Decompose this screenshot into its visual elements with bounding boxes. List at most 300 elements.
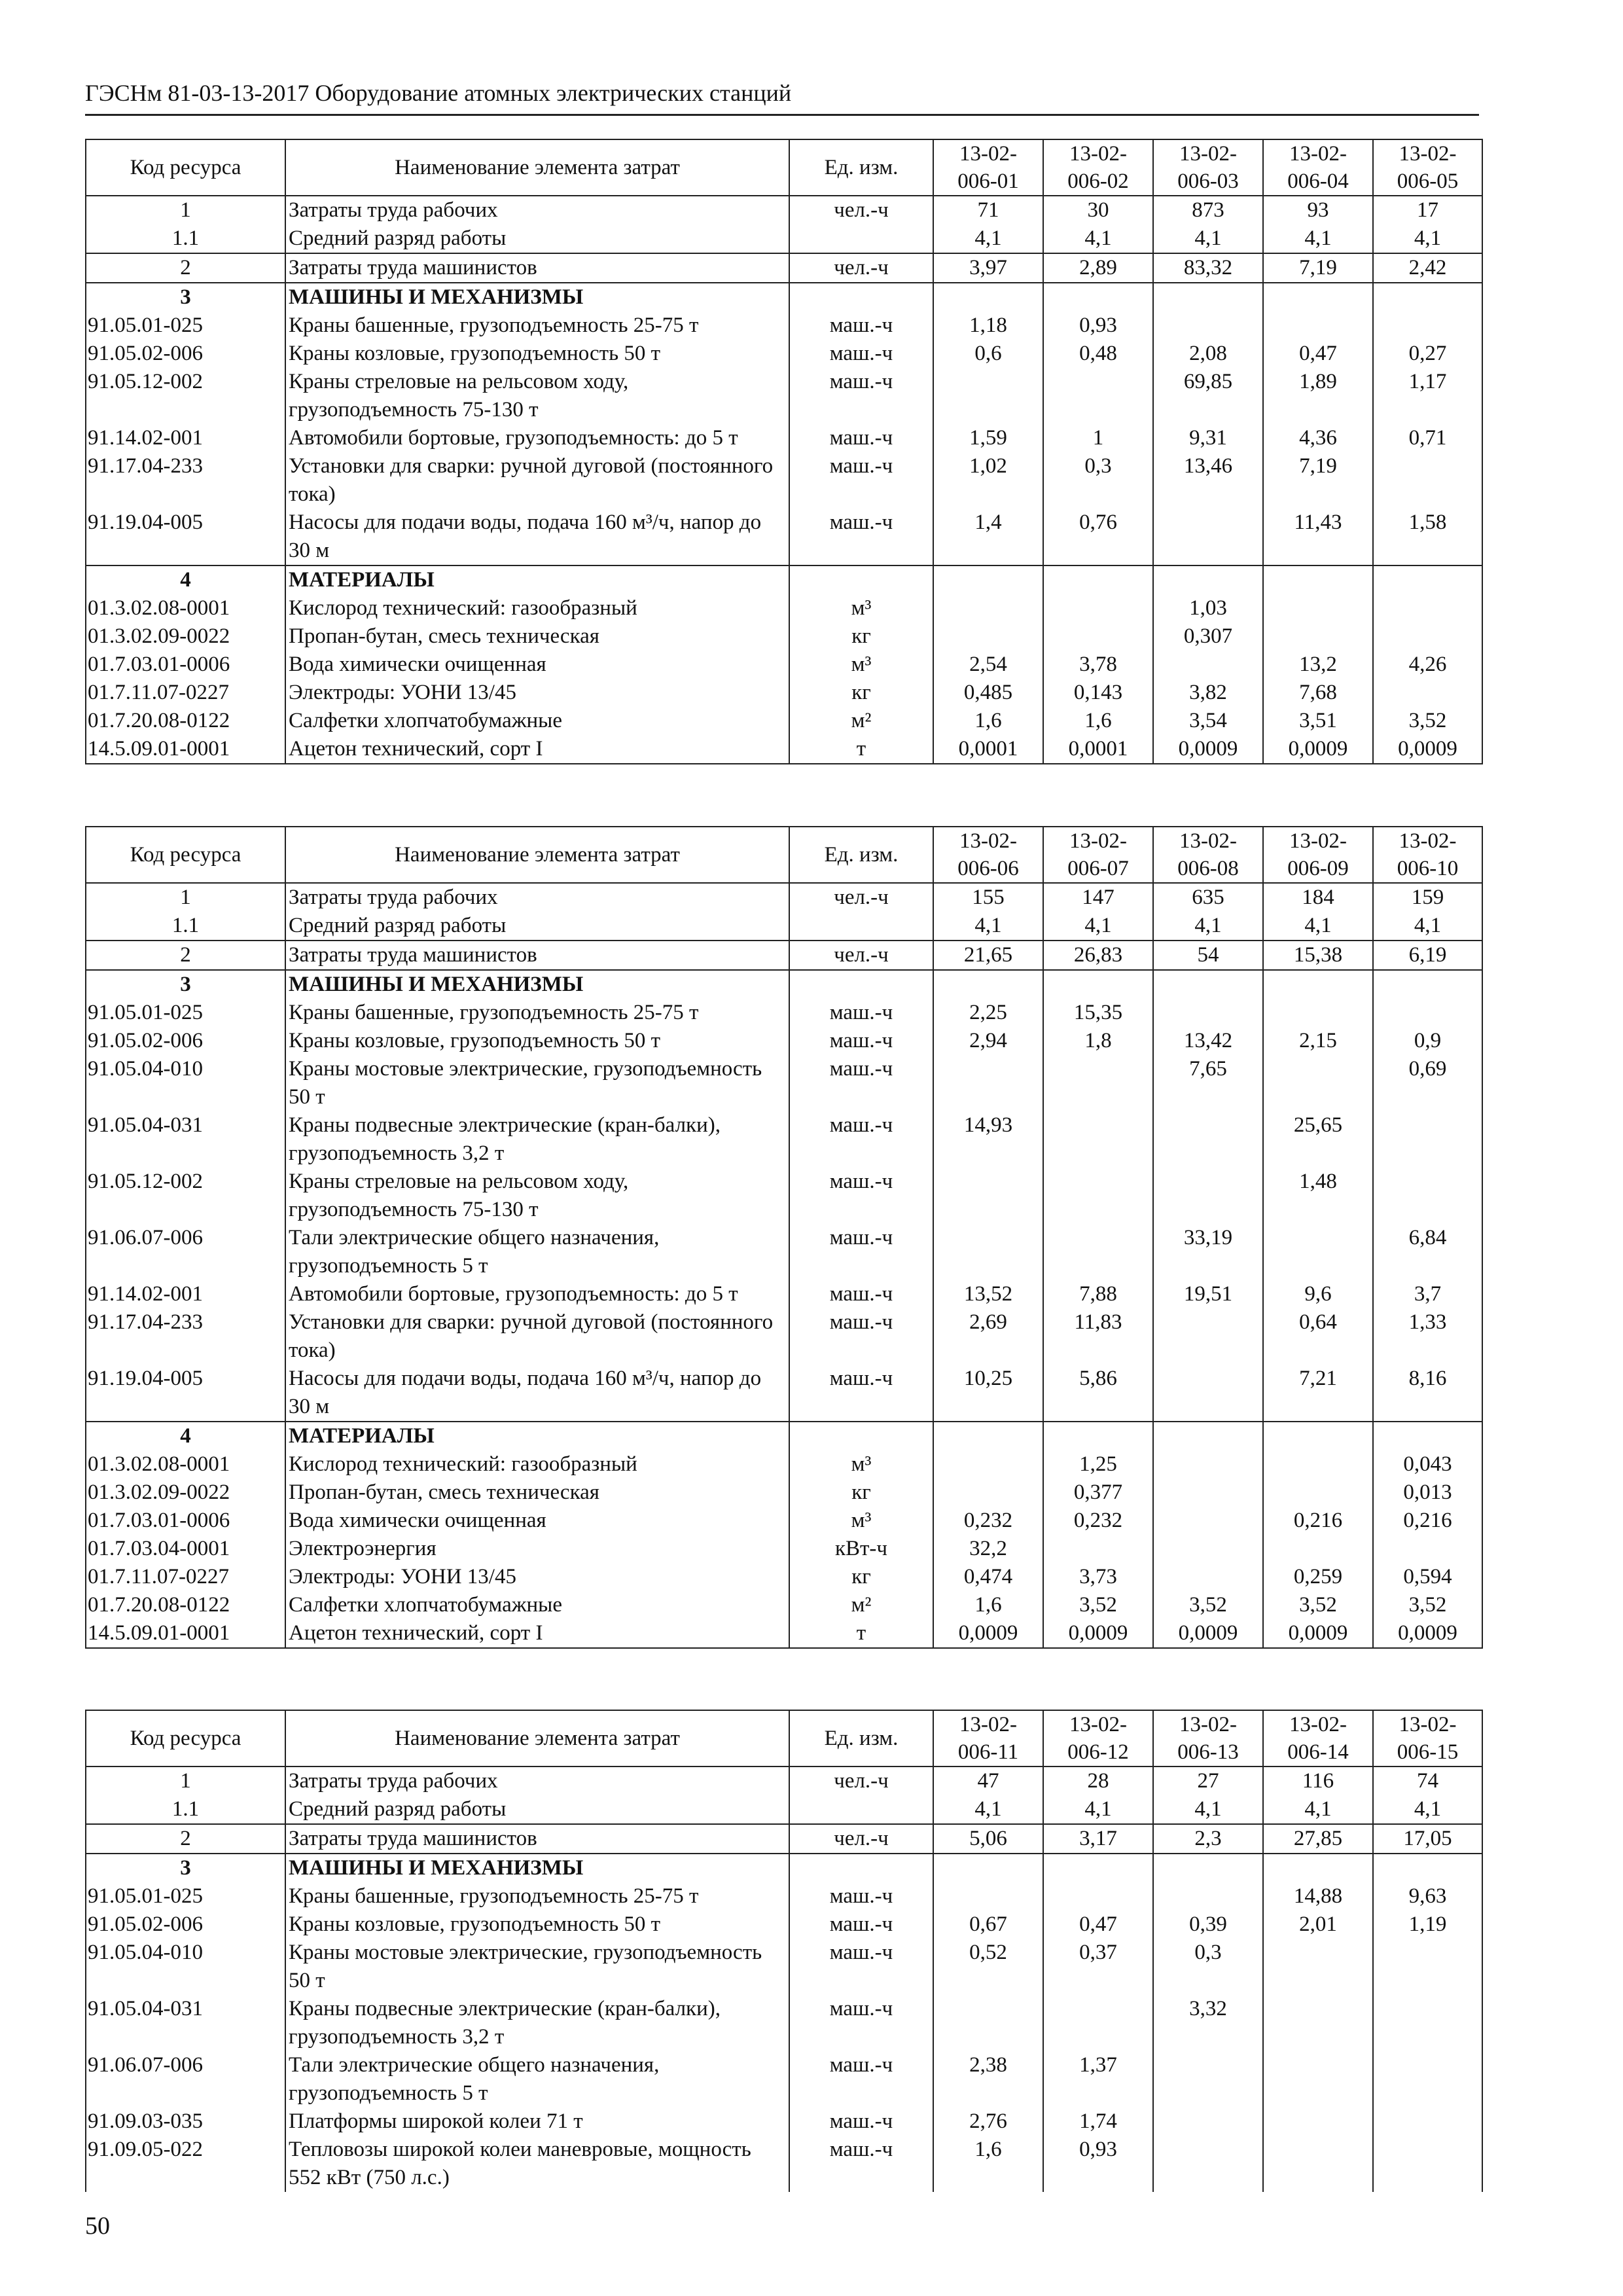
header-norm-code: 13-02- 006-12 [1043, 1710, 1153, 1767]
table-row [86, 1795, 1482, 1824]
norm-value [933, 1450, 1043, 1479]
norm-value [1373, 679, 1482, 707]
norm-value [1373, 283, 1482, 312]
norm-value: 0,307 [1153, 622, 1263, 651]
norm-value [933, 1422, 1043, 1450]
unit [789, 565, 933, 594]
unit: маш.-ч [789, 1939, 933, 1995]
cost-element-name: Тали электрические общего назначения, грузоподъемность 5 т [285, 1224, 789, 1280]
cost-element-name: Краны башенные, грузоподъемность 25-75 т [285, 312, 789, 340]
norm-value: 3,73 [1043, 1563, 1153, 1591]
norm-value: 7,68 [1263, 679, 1373, 707]
norm-value: 3,52 [1373, 707, 1482, 735]
norm-value [1373, 970, 1482, 999]
norm-value: 1,6 [933, 2136, 1043, 2192]
norm-value: 1,17 [1373, 368, 1482, 424]
unit: кг [789, 1563, 933, 1591]
norm-value: 3,17 [1043, 1824, 1153, 1854]
cost-element-name: Краны подвесные электрические (кран-балки), грузоподъемность 3,2 т [285, 1995, 789, 2051]
resource-code: 01.7.20.08-0122 [86, 707, 285, 735]
norm-value: 3,32 [1153, 1995, 1263, 2051]
cost-element-name: Краны козловые, грузоподъемность 50 т [285, 340, 789, 368]
table-row [86, 594, 1482, 622]
norm-value: 0,71 [1373, 424, 1482, 452]
norm-value [1043, 565, 1153, 594]
table-row [86, 1882, 1482, 1910]
table-row [86, 1365, 1482, 1422]
resource-code: 91.09.03-035 [86, 2108, 285, 2136]
resource-code: 1.1 [86, 1795, 285, 1824]
norm-value: 27,85 [1263, 1824, 1373, 1854]
norm-value: 155 [933, 883, 1043, 912]
table-row [86, 707, 1482, 735]
header-norm-code: 13-02- 006-07 [1043, 827, 1153, 883]
norm-value: 4,1 [1373, 224, 1482, 253]
norm-value: 4,1 [933, 224, 1043, 253]
norm-value [1263, 1450, 1373, 1479]
norm-value: 11,83 [1043, 1308, 1153, 1365]
norm-value [1263, 1224, 1373, 1280]
norm-value: 1,03 [1153, 594, 1263, 622]
norm-value: 14,88 [1263, 1882, 1373, 1910]
table-row [86, 452, 1482, 509]
resource-code: 91.05.01-025 [86, 1882, 285, 1910]
norm-value [1373, 1168, 1482, 1224]
cost-element-name: МАТЕРИАЛЫ [285, 1422, 789, 1450]
resource-code: 14.5.09.01-0001 [86, 735, 285, 764]
norm-value: 0,0009 [1373, 735, 1482, 764]
table-row [86, 912, 1482, 941]
cost-element-name: Электроды: УОНИ 13/45 [285, 1563, 789, 1591]
norm-value: 0,6 [933, 340, 1043, 368]
norm-value: 0,64 [1263, 1308, 1373, 1365]
table-row [86, 1055, 1482, 1111]
norm-value [1373, 2051, 1482, 2108]
norm-value: 0,0001 [933, 735, 1043, 764]
cost-element-name: Краны башенные, грузоподъемность 25-75 т [285, 999, 789, 1027]
resource-code: 91.06.07-006 [86, 2051, 285, 2108]
norm-value: 0,9 [1373, 1027, 1482, 1055]
norm-value: 0,485 [933, 679, 1043, 707]
norm-value [1153, 312, 1263, 340]
norm-value: 17 [1373, 196, 1482, 224]
resource-code: 91.14.02-001 [86, 1280, 285, 1308]
norm-value [933, 1854, 1043, 1882]
norm-value [1043, 1854, 1153, 1882]
norm-value: 83,32 [1153, 253, 1263, 283]
norm-value [1153, 565, 1263, 594]
cost-element-name: Установки для сварки: ручной дуговой (постоянного тока) [285, 452, 789, 509]
unit: т [789, 1619, 933, 1648]
page-number: 50 [85, 2212, 110, 2240]
norm-value [933, 565, 1043, 594]
resource-code: 14.5.09.01-0001 [86, 1619, 285, 1648]
norm-value: 0,3 [1043, 452, 1153, 509]
cost-element-name: Салфетки хлопчатобумажные [285, 707, 789, 735]
table-header-row [86, 1710, 1482, 1767]
norm-value [1153, 2051, 1263, 2108]
norm-value: 2,69 [933, 1308, 1043, 1365]
norm-value: 13,42 [1153, 1027, 1263, 1055]
norm-value [1043, 1111, 1153, 1168]
cost-element-name: Установки для сварки: ручной дуговой (постоянного тока) [285, 1308, 789, 1365]
resource-code: 1 [86, 196, 285, 224]
norm-value: 3,7 [1373, 1280, 1482, 1308]
norm-value [1043, 970, 1153, 999]
norm-value: 26,83 [1043, 941, 1153, 970]
cost-table-2 [85, 826, 1483, 1649]
unit: м³ [789, 651, 933, 679]
cost-element-name: Затраты труда машинистов [285, 941, 789, 970]
norm-value [1153, 999, 1263, 1027]
norm-value [1043, 1168, 1153, 1224]
norm-value: 6,19 [1373, 941, 1482, 970]
unit [789, 970, 933, 999]
norm-value: 4,1 [1263, 1795, 1373, 1824]
norm-value [1153, 1422, 1263, 1450]
unit [789, 283, 933, 312]
resource-code: 91.05.02-006 [86, 1910, 285, 1939]
resource-code: 01.7.11.07-0227 [86, 679, 285, 707]
resource-code: 4 [86, 1422, 285, 1450]
norm-value [1043, 1224, 1153, 1280]
norm-value [1373, 1111, 1482, 1168]
norm-value: 0,216 [1263, 1507, 1373, 1535]
table-row [86, 224, 1482, 253]
norm-value: 4,1 [1153, 224, 1263, 253]
norm-value: 9,63 [1373, 1882, 1482, 1910]
cost-element-name: Электроэнергия [285, 1535, 789, 1563]
norm-value: 25,65 [1263, 1111, 1373, 1168]
table-row [86, 1619, 1482, 1648]
unit: м³ [789, 1507, 933, 1535]
resource-code: 91.17.04-233 [86, 452, 285, 509]
norm-value [1373, 452, 1482, 509]
norm-value [1153, 509, 1263, 565]
unit: чел.-ч [789, 1767, 933, 1795]
norm-value: 27 [1153, 1767, 1263, 1795]
unit: маш.-ч [789, 452, 933, 509]
cost-element-name: Краны козловые, грузоподъемность 50 т [285, 1027, 789, 1055]
norm-value: 4,1 [1263, 224, 1373, 253]
norm-value: 0,27 [1373, 340, 1482, 368]
header-name: Наименование элемента затрат [285, 827, 789, 883]
unit: м³ [789, 1450, 933, 1479]
table-row [86, 735, 1482, 764]
cost-element-name: Краны мостовые электрические, грузоподъемность 50 т [285, 1055, 789, 1111]
norm-value: 0,47 [1263, 340, 1373, 368]
table-row [86, 368, 1482, 424]
norm-value: 2,38 [933, 2051, 1043, 2108]
table-row [86, 1450, 1482, 1479]
norm-value: 4,1 [1043, 224, 1153, 253]
norm-value [1153, 1479, 1263, 1507]
cost-element-name: Средний разряд работы [285, 1795, 789, 1824]
header-norm-code: 13-02- 006-11 [933, 1710, 1043, 1767]
table-row [86, 941, 1482, 970]
norm-value: 0,76 [1043, 509, 1153, 565]
resource-code: 3 [86, 1854, 285, 1882]
norm-value: 6,84 [1373, 1224, 1482, 1280]
norm-value: 4,36 [1263, 424, 1373, 452]
table-row [86, 1824, 1482, 1854]
unit: маш.-ч [789, 368, 933, 424]
norm-value [1153, 651, 1263, 679]
header-norm-code: 13-02- 006-06 [933, 827, 1043, 883]
page-header [85, 77, 1479, 116]
table-row [86, 1767, 1482, 1795]
unit: маш.-ч [789, 340, 933, 368]
norm-value [1373, 312, 1482, 340]
norm-value: 0,67 [933, 1910, 1043, 1939]
unit: маш.-ч [789, 1027, 933, 1055]
cost-element-name: Краны башенные, грузоподъемность 25-75 т [285, 1882, 789, 1910]
cost-element-name: Тали электрические общего назначения, грузоподъемность 5 т [285, 2051, 789, 2108]
norm-value [933, 1995, 1043, 2051]
table-row [86, 2108, 1482, 2136]
cost-element-name: Автомобили бортовые, грузоподъемность: до 5 т [285, 424, 789, 452]
cost-element-name: Электроды: УОНИ 13/45 [285, 679, 789, 707]
norm-value: 0,93 [1043, 312, 1153, 340]
header-norm-code: 13-02- 006-05 [1373, 139, 1482, 196]
norm-value: 21,65 [933, 941, 1043, 970]
norm-value: 0,69 [1373, 1055, 1482, 1111]
resource-code: 91.05.04-010 [86, 1939, 285, 1995]
norm-value [1043, 1422, 1153, 1450]
unit: маш.-ч [789, 1168, 933, 1224]
table-row [86, 1224, 1482, 1280]
norm-value: 1,37 [1043, 2051, 1153, 2108]
norm-value [1263, 283, 1373, 312]
unit: т [789, 735, 933, 764]
norm-value: 71 [933, 196, 1043, 224]
norm-value: 1,4 [933, 509, 1043, 565]
table-row [86, 1308, 1482, 1365]
norm-value: 1,18 [933, 312, 1043, 340]
norm-value: 0,47 [1043, 1910, 1153, 1939]
resource-code: 01.3.02.08-0001 [86, 594, 285, 622]
resource-code: 01.7.03.04-0001 [86, 1535, 285, 1563]
norm-value: 4,1 [1153, 912, 1263, 941]
table-row [86, 424, 1482, 452]
norm-value: 2,42 [1373, 253, 1482, 283]
table-row [86, 253, 1482, 283]
norm-value: 4,1 [1263, 912, 1373, 941]
cost-element-name: МАШИНЫ И МЕХАНИЗМЫ [285, 1854, 789, 1882]
cost-element-name: Вода химически очищенная [285, 651, 789, 679]
unit: маш.-ч [789, 1365, 933, 1422]
norm-value: 2,08 [1153, 340, 1263, 368]
norm-value: 3,78 [1043, 651, 1153, 679]
table-row [86, 2051, 1482, 2108]
norm-value [1153, 1111, 1263, 1168]
cost-element-name: Краны козловые, грузоподъемность 50 т [285, 1910, 789, 1939]
table-row [86, 1111, 1482, 1168]
norm-value: 7,21 [1263, 1365, 1373, 1422]
table-row [86, 509, 1482, 565]
resource-code: 1 [86, 1767, 285, 1795]
norm-value: 0,143 [1043, 679, 1153, 707]
norm-value: 4,1 [1373, 1795, 1482, 1824]
norm-value: 5,06 [933, 1824, 1043, 1854]
table-row [86, 1168, 1482, 1224]
unit: кВт-ч [789, 1535, 933, 1563]
table-header-row [86, 827, 1482, 883]
unit [789, 224, 933, 253]
cost-element-name: Автомобили бортовые, грузоподъемность: до 5 т [285, 1280, 789, 1308]
header-unit: Ед. изм. [789, 139, 933, 196]
norm-value: 0,013 [1373, 1479, 1482, 1507]
unit: маш.-ч [789, 1882, 933, 1910]
unit: чел.-ч [789, 196, 933, 224]
table-row [86, 196, 1482, 224]
unit: маш.-ч [789, 999, 933, 1027]
norm-value: 3,54 [1153, 707, 1263, 735]
table-row [86, 679, 1482, 707]
resource-code: 1.1 [86, 224, 285, 253]
unit: маш.-ч [789, 2051, 933, 2108]
header-name: Наименование элемента затрат [285, 1710, 789, 1767]
cost-element-name: Средний разряд работы [285, 224, 789, 253]
norm-value: 93 [1263, 196, 1373, 224]
unit: маш.-ч [789, 2136, 933, 2192]
norm-value: 8,16 [1373, 1365, 1482, 1422]
unit: маш.-ч [789, 509, 933, 565]
resource-code: 91.06.07-006 [86, 1224, 285, 1280]
resource-code: 91.05.01-025 [86, 999, 285, 1027]
norm-value [1373, 622, 1482, 651]
norm-value [1263, 1055, 1373, 1111]
cost-element-name: Ацетон технический, сорт I [285, 735, 789, 764]
norm-value: 4,26 [1373, 651, 1482, 679]
cost-element-name: МАТЕРИАЛЫ [285, 565, 789, 594]
norm-value [1043, 594, 1153, 622]
header-norm-code: 13-02- 006-02 [1043, 139, 1153, 196]
norm-value: 1,25 [1043, 1450, 1153, 1479]
header-norm-code: 13-02- 006-14 [1263, 1710, 1373, 1767]
cost-element-name: Затраты труда рабочих [285, 883, 789, 912]
unit: чел.-ч [789, 941, 933, 970]
cost-element-name: Ацетон технический, сорт I [285, 1619, 789, 1648]
norm-value [1043, 1535, 1153, 1563]
table-row [86, 1535, 1482, 1563]
resource-code: 01.7.03.01-0006 [86, 1507, 285, 1535]
resource-code: 91.05.02-006 [86, 1027, 285, 1055]
header-title: ГЭСНм 81-03-13-2017 Оборудование атомных электрических станций [85, 80, 792, 106]
unit: кг [789, 679, 933, 707]
resource-code: 91.14.02-001 [86, 424, 285, 452]
norm-value: 3,97 [933, 253, 1043, 283]
table-row [86, 565, 1482, 594]
norm-value: 69,85 [1153, 368, 1263, 424]
norm-value: 3,82 [1153, 679, 1263, 707]
header-norm-code: 13-02- 006-01 [933, 139, 1043, 196]
norm-value [933, 1168, 1043, 1224]
norm-value: 116 [1263, 1767, 1373, 1795]
norm-value: 1,02 [933, 452, 1043, 509]
header-norm-code: 13-02- 006-09 [1263, 827, 1373, 883]
norm-value [1373, 2136, 1482, 2192]
table-row [86, 1591, 1482, 1619]
unit: кг [789, 1479, 933, 1507]
norm-value: 9,31 [1153, 424, 1263, 452]
resource-code: 1 [86, 883, 285, 912]
norm-value [1373, 1995, 1482, 2051]
norm-value [1373, 2108, 1482, 2136]
norm-value: 0,0009 [1153, 735, 1263, 764]
table-row [86, 283, 1482, 312]
resource-code: 2 [86, 941, 285, 970]
norm-value [1263, 2108, 1373, 2136]
norm-value: 0,043 [1373, 1450, 1482, 1479]
header-unit: Ед. изм. [789, 1710, 933, 1767]
norm-value [933, 283, 1043, 312]
norm-value: 1,6 [933, 1591, 1043, 1619]
resource-code: 91.09.05-022 [86, 2136, 285, 2192]
unit: маш.-ч [789, 424, 933, 452]
header-name: Наименование элемента затрат [285, 139, 789, 196]
resource-code: 91.05.01-025 [86, 312, 285, 340]
norm-value [1263, 1995, 1373, 2051]
norm-value [1043, 368, 1153, 424]
norm-value [1153, 1168, 1263, 1224]
norm-value: 5,86 [1043, 1365, 1153, 1422]
norm-value [1263, 565, 1373, 594]
norm-value: 1,19 [1373, 1910, 1482, 1939]
norm-value: 15,38 [1263, 941, 1373, 970]
norm-value [1153, 1854, 1263, 1882]
cost-element-name: Пропан-бутан, смесь техническая [285, 622, 789, 651]
norm-value [1153, 1450, 1263, 1479]
header-code: Код ресурса [86, 1710, 285, 1767]
unit: кг [789, 622, 933, 651]
norm-value [933, 970, 1043, 999]
unit: маш.-ч [789, 312, 933, 340]
cost-element-name: Затраты труда рабочих [285, 196, 789, 224]
norm-value [1263, 970, 1373, 999]
norm-value [1263, 1535, 1373, 1563]
table-row [86, 622, 1482, 651]
resource-code: 01.3.02.09-0022 [86, 622, 285, 651]
cost-element-name: Платформы широкой колеи 71 т [285, 2108, 789, 2136]
header-code: Код ресурса [86, 827, 285, 883]
resource-code: 91.05.12-002 [86, 1168, 285, 1224]
resource-code: 91.05.04-031 [86, 1995, 285, 2051]
norm-value [933, 622, 1043, 651]
norm-value [1263, 312, 1373, 340]
norm-value [1373, 1854, 1482, 1882]
cost-element-name: Тепловозы широкой колеи маневровые, мощность 552 кВт (750 л.с.) [285, 2136, 789, 2192]
cost-element-name: Затраты труда рабочих [285, 1767, 789, 1795]
norm-value [1153, 2136, 1263, 2192]
norm-value: 3,52 [1153, 1591, 1263, 1619]
norm-value: 10,25 [933, 1365, 1043, 1422]
norm-value: 0,259 [1263, 1563, 1373, 1591]
norm-value: 54 [1153, 941, 1263, 970]
unit: маш.-ч [789, 1111, 933, 1168]
norm-value: 2,25 [933, 999, 1043, 1027]
norm-value: 0,0009 [1153, 1619, 1263, 1648]
cost-element-name: МАШИНЫ И МЕХАНИЗМЫ [285, 283, 789, 312]
norm-value: 0,37 [1043, 1939, 1153, 1995]
norm-value [1263, 594, 1373, 622]
norm-value: 11,43 [1263, 509, 1373, 565]
resource-code: 91.19.04-005 [86, 509, 285, 565]
unit: маш.-ч [789, 1308, 933, 1365]
table-row [86, 2136, 1482, 2192]
unit: м² [789, 1591, 933, 1619]
norm-value: 47 [933, 1767, 1043, 1795]
